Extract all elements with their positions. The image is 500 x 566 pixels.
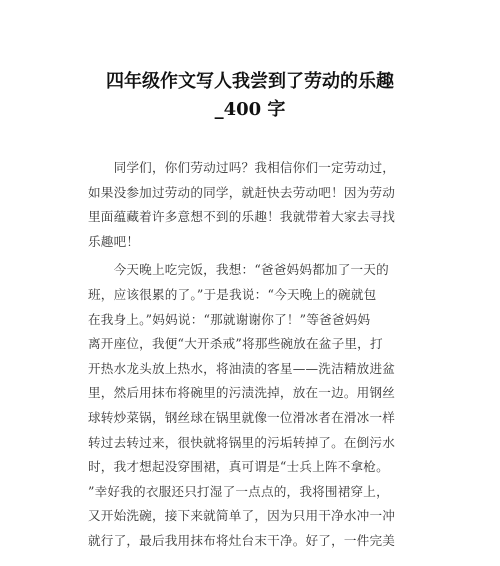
paragraph-2 bbox=[88, 258, 418, 553]
text-line: 球转炒菜锅，钢丝球在锅里就像一位滑冰者在滑冰一样 bbox=[88, 409, 396, 425]
text-line: 里面蕴藏着许多意想不到的乐趣！我就带着大家去寻找 bbox=[88, 209, 396, 225]
text-line: 里，然后用抹布将碗里的污渍洗掉，放在一边。用钢丝 bbox=[88, 385, 396, 401]
text-line: 转过去转过来，很快就将锅里的污垢转掉了。在倒污水 bbox=[88, 434, 396, 450]
paragraph-1 bbox=[88, 156, 418, 254]
text-line: 时，我才想起没穿围裙，真可谓是“士兵上阵不拿枪。 bbox=[88, 459, 389, 475]
text-line: 就行了，最后我用抹布将灶台末干净。好了，一件完美 bbox=[88, 532, 396, 548]
title-line-1: 四年级作文写人我尝到了劳动的乐趣 bbox=[106, 71, 394, 92]
text-line: 今天晚上吃完饭，我想：“爸爸妈妈都加了一天的 bbox=[88, 262, 389, 278]
text-line: 在我身上。”妈妈说：“那就谢谢你了！”等爸爸妈妈 bbox=[88, 311, 371, 327]
text-line: 又开始洗碗，接下来就简单了，因为只用干净水冲一冲 bbox=[88, 508, 396, 524]
text-line: 离开座位，我便“大开杀戒”将那些碗放在盆子里，打 bbox=[88, 336, 383, 352]
text-line: 乐趣吧！ bbox=[88, 233, 140, 249]
document-body bbox=[88, 156, 418, 558]
text-line: 同学们，你们劳动过吗？我相信你们一定劳动过， bbox=[88, 160, 396, 175]
document-title bbox=[60, 68, 440, 124]
text-line: 班，应该很累的了。”于是我说：“今天晚上的碗就包 bbox=[88, 286, 377, 302]
text-line: 开热水龙头放上热水，将油渍的客星——洗洁精放进盆 bbox=[88, 360, 396, 376]
text-line: ”幸好我的衣服还只打湿了一点点的，我将围裙穿上， bbox=[88, 483, 389, 499]
text-line: 如果没参加过劳动的同学，就赶快去劳动吧！因为劳动 bbox=[88, 184, 396, 200]
title-line-2: _400 字 bbox=[214, 99, 286, 120]
